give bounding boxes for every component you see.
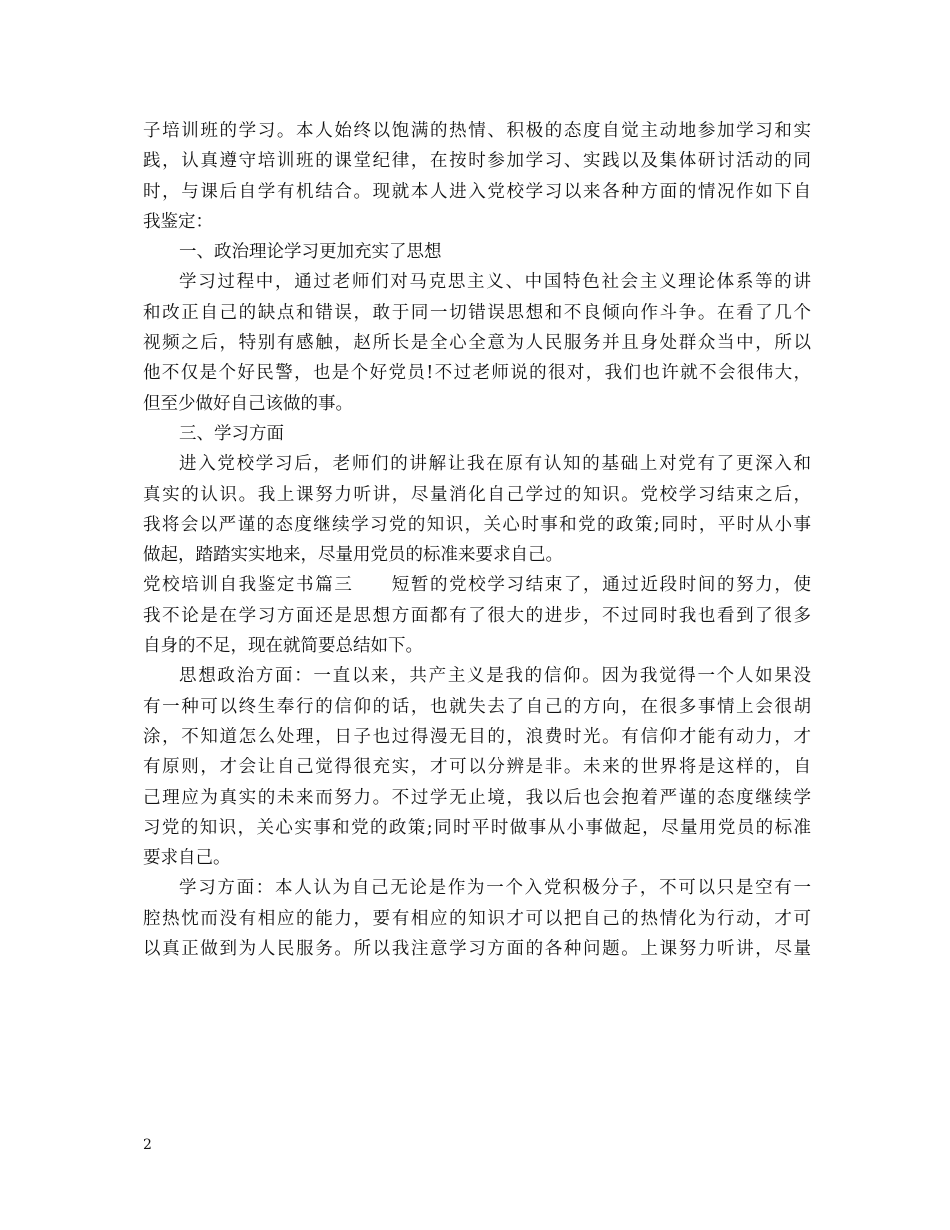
- text-line: 践，认真遵守培训班的课堂纪律，在按时参加学习、实践以及集体研讨活动的同: [143, 151, 811, 172]
- text-line: 要求自己。: [143, 848, 231, 869]
- text-line: 己理应为真实的未来而努力。不过学无止境，我以后也会抱着严谨的态度继续学: [143, 787, 811, 808]
- text-line: 和改正自己的缺点和错误，敢于同一切错误思想和不良倾向作斗争。在看了几个: [143, 302, 811, 323]
- text-line: 自身的不足，现在就简要总结如下。: [143, 636, 423, 657]
- text-line: 学习过程中，通过老师们对马克思主义、中国特色社会主义理论体系等的讲: [179, 272, 811, 293]
- text-line: 思想政治方面：一直以来，共产主义是我的信仰。因为我觉得一个人如果没: [179, 666, 811, 687]
- text-line: 我将会以严谨的态度继续学习党的知识，关心时事和党的政策;同时，平时从小事: [143, 514, 811, 535]
- text-line: 腔热忱而没有相应的能力，要有相应的知识才可以把自己的热情化为行动，才可: [143, 908, 811, 929]
- text-line: 做起，踏踏实实地来，尽量用党员的标准来要求自己。: [143, 545, 563, 566]
- text-line: 有原则，才会让自己觉得很充实，才可以分辨是非。未来的世界将是这样的，自: [143, 757, 811, 778]
- text-line: 我不论是在学习方面还是思想方面都有了很大的进步，不过同时我也看到了很多: [143, 605, 811, 626]
- text-line: 三、学习方面: [179, 423, 284, 444]
- text-line: 我鉴定：: [143, 211, 213, 232]
- text-line: 党校培训自我鉴定书篇三 短暂的党校学习结束了，通过近段时间的努力，使: [143, 575, 811, 596]
- document-body: [143, 116, 811, 964]
- text-line: 进入党校学习后，老师们的讲解让我在原有认知的基础上对党有了更深入和: [179, 454, 811, 475]
- text-line: 真实的认识。我上课努力听讲，尽量消化自己学过的知识。党校学习结束之后，: [143, 484, 811, 505]
- text-line: 有一种可以终生奉行的信仰的话，也就失去了自己的方向，在很多事情上会很胡: [143, 696, 811, 717]
- text-line: 以真正做到为人民服务。所以我注意学习方面的各种问题。上课努力听讲，尽量: [143, 939, 811, 960]
- text-line: 学习方面：本人认为自己无论是作为一个入党积极分子，不可以只是空有一: [179, 878, 811, 899]
- text-line: 视频之后，特别有感触，赵所长是全心全意为人民服务并且身处群众当中，所以: [143, 333, 811, 354]
- text-line: 一、政治理论学习更加充实了思想: [179, 242, 442, 263]
- text-line: 但至少做好自己该做的事。: [143, 393, 353, 414]
- text-line: 他不仅是个好民警，也是个好党员!不过老师说的很对，我们也许就不会很伟大，: [143, 363, 811, 384]
- page-number: 2: [143, 1137, 152, 1153]
- text-line: 子培训班的学习。本人始终以饱满的热情、积极的态度自觉主动地参加学习和实: [143, 121, 811, 141]
- text-line: 习党的知识，关心实事和党的政策;同时平时做事从小事做起，尽量用党员的标准: [143, 817, 811, 838]
- text-line: 涂，不知道怎么处理，日子也过得漫无目的，浪费时光。有信仰才能有动力，才: [143, 726, 811, 747]
- text-line: 时，与课后自学有机结合。现就本人进入党校学习以来各种方面的情况作如下自: [143, 181, 811, 202]
